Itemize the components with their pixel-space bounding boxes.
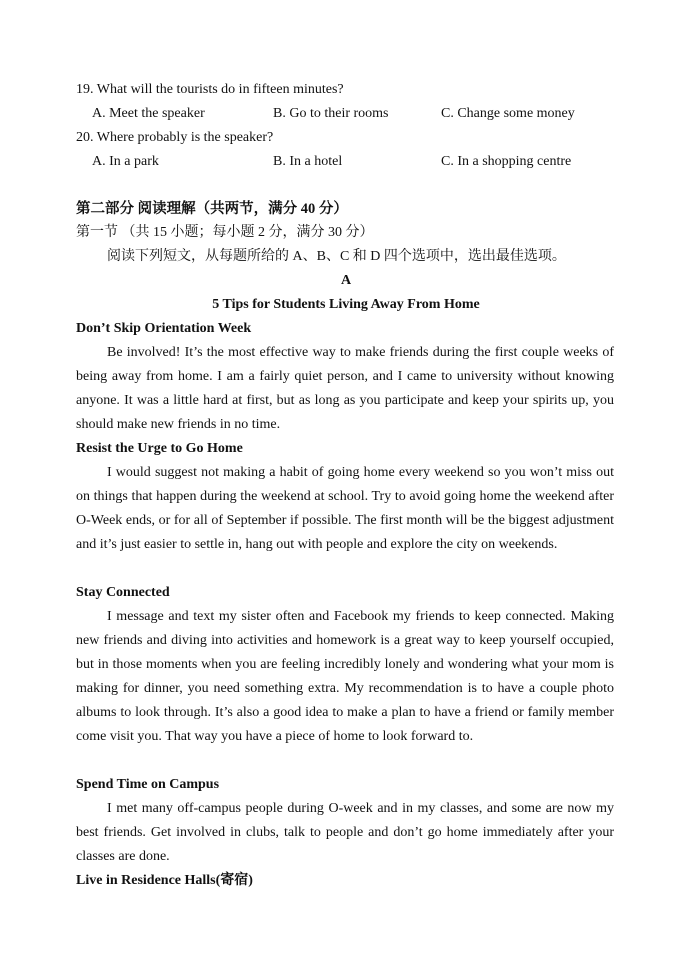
section-heading-residence: Live in Residence Halls(寄宿) [76,873,253,888]
section-text-orientation: Be involved! It’s the most effective way to make friends during the first couple weeks of being away from home. I am a fairly quiet person, and I came to university without knowing anyone. It was a little hard at first, but as long as you participate and keep your spirits up, you should make new friends in no time. [76,345,614,432]
question-19-option-b: B. Go to their rooms [273,106,389,121]
section-text-connected: I message and text my sister often and Facebook my friends to keep connected. Making new friends and diving into activities and homework is a great way to keep yourself occupied, but in those moments when you are feeling incredibly lonely and wondering what your mom is making for dinner, you need something extra. My recommendation is to have a couple photo albums to look through. It’s also a good idea to make a plan to have a friend or family member come visit you. That way you have a piece of home to look forward to. [76,609,614,744]
question-20-option-c: C. In a shopping centre [441,154,572,169]
question-20-option-a: A. In a park [92,154,159,169]
part2-title: 第二部分 阅读理解（共两节，满分 40 分） [76,201,348,217]
question-19-option-a: A. Meet the speaker [92,106,205,121]
section-text-campus: I met many off-campus people during O-week and in my classes, and some are now my best friends. Get involved in clubs, talk to people and don’t go home immediately after your classes are done. [76,801,614,864]
question-20-stem: 20. Where probably is the speaker? [76,130,274,145]
question-19-option-c: C. Change some money [441,106,575,121]
section-heading-orientation: Don’t Skip Orientation Week [76,321,252,336]
section-text-resist: I would suggest not making a habit of going home every weekend so you won’t miss out on things that happen during the weekend at school. Try to avoid going home the weekend after O-Week ends, or for all of September if possible. The first month will be the biggest adjustment and it’s just easier to settle in, hang out with people and explore the city on weekends. [76,465,614,552]
reading-instruction: 阅读下列短文，从每题所给的 A、B、C 和 D 四个选项中，选出最佳选项。 [107,249,566,264]
section-heading-campus: Spend Time on Campus [76,777,220,792]
passage-letter: A [340,273,352,288]
question-20-option-b: B. In a hotel [273,154,343,169]
section-heading-connected: Stay Connected [76,585,170,600]
passage-title: 5 Tips for Students Living Away From Home [212,297,480,312]
section1-heading: 第一节 （共 15 小题；每小题 2 分，满分 30 分） [76,225,374,240]
section-heading-resist: Resist the Urge to Go Home [76,441,243,456]
question-19-stem: 19. What will the tourists do in fifteen minutes? [76,82,344,97]
